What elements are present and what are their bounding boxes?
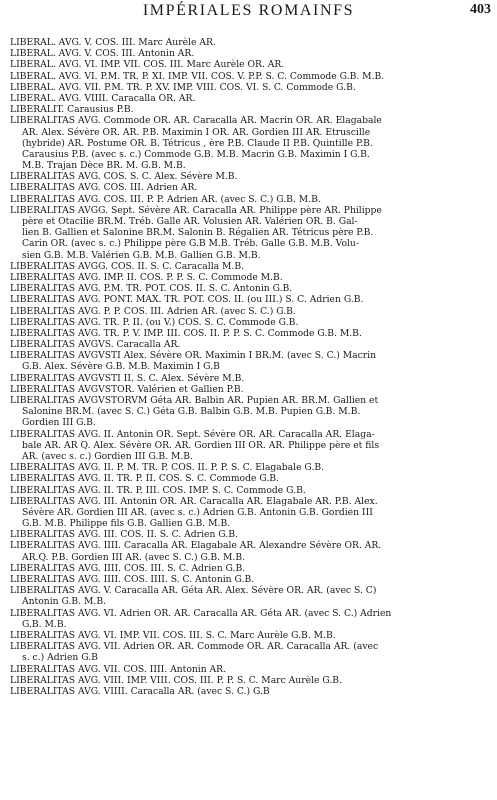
entry-line: LIBERAL. AVG. VIIII. Caracalla OR. AR. bbox=[10, 92, 196, 104]
entry-continuation-line: Carausius P.B. (avec s. c.) Commode G.B. M.B. Macrin G.B. Maximin I G.B. bbox=[22, 148, 370, 160]
entry-line: LIBERALITAS AVG. II. Antonin OR. Sept. Sévère OR. AR. Caracalla AR. Elaga- bbox=[10, 428, 375, 440]
catalogue-entries bbox=[0, 37, 497, 697]
entry-continuation-line: Antonin G.B. M.B. bbox=[22, 596, 106, 608]
entry-continuation-line: Carin OR. (avec s. c.) Philippe père G.B M.B. Tréb. Galle G.B. M.B. Volu- bbox=[22, 238, 359, 250]
entry-line: LIBERALITAS AVG. VIII. IMP. VIII. COS. III. P. P. S. C. Marc Aurèle G.B. bbox=[10, 674, 342, 686]
entry-line: LIBERALITAS AVG. PONT. MAX. TR. POT. COS. II. (ou III.) S. C. Adrien G.B. bbox=[10, 294, 364, 306]
entry-line: LIBERALITAS AVGVSTORVM Géta AR. Balbin AR. Pupien AR. BR.M. Gallien et bbox=[10, 395, 379, 406]
entry-line: LIBERAL. AVG. VI. P.M. TR. P. XI. IMP. VII. COS. V. P.P. S. C. Commode G.B. M.B. bbox=[10, 70, 385, 82]
entry-line: LIBERALITAS AVG. P. P. COS. III. Adrien AR. (avec S. C.) G.B. bbox=[10, 305, 296, 317]
entry-line: LIBERALIT. Carausius P.B. bbox=[10, 104, 134, 116]
entry-line: LIBERALITAS AVG. VI. Adrien OR. AR. Caracalla AR. Géta AR. (avec S. C.) Adrien bbox=[10, 607, 392, 619]
entry-line: LIBERALITAS AVGVS. Caracalla AR. bbox=[10, 339, 181, 351]
entry-continuation-line: AR.Q. P.B. Gordien III AR. (avec S. C.) G.B. M.B. bbox=[22, 551, 245, 563]
entry-line: LIBERALITAS AVG. VII. Adrien OR. AR. Commode OR. AR. Caracalla AR. (avec bbox=[10, 641, 379, 653]
entry-line: LIBERALITAS AVG. IIII. COS. III. S. C. Adrien G.B. bbox=[10, 562, 246, 574]
entry-line: LIBERALITAS AVG. IMP. II. COS. P. P. S. C. Commode M.B. bbox=[10, 271, 283, 283]
entry-continuation-line: s. c.) Adrien G.B bbox=[22, 652, 98, 664]
entry-line: LIBERAL. AVG. V. COS. III. Antonin AR. bbox=[10, 48, 195, 60]
entry-continuation-line: bale AR. AR Q. Alex. Sévère OR. AR. Gordien III OR. AR. Philippe père et fils bbox=[22, 439, 380, 451]
entry-continuation-line: G.B. Alex. Sévère G.B. M.B. Maximin I G.B bbox=[22, 361, 220, 373]
entry-line: LIBERALITAS AVGVSTI II. S. C. Alex. Sévère M.B. bbox=[10, 372, 245, 384]
entry-line: LIBERALITAS AVG. VI. IMP. VII. COS. III. S. C. Marc Aurèle G.B. M.B. bbox=[10, 629, 336, 641]
entry-line: LIBERALITAS AVG. COS. S. C. Alex. Sévère M.B. bbox=[10, 171, 238, 183]
entry-continuation-line: père et Otacilie BR.M. Tréb. Galle AR. Volusien AR. Valérien OR. B. Gal- bbox=[22, 216, 358, 227]
entry-line: LIBERALITAS AVG. COS. III. P. P. Adrien AR. (avec S. C.) G.B. M.B. bbox=[10, 193, 321, 205]
running-title: IMPÉRIALES ROMAINFS bbox=[142, 2, 355, 19]
entry-continuation-line: G.B. M.B. bbox=[22, 618, 67, 630]
entry-continuation-line: M.B. Trajan Dèce BR. M. G.B. M.B. bbox=[22, 160, 186, 172]
entry-continuation-line: (hybride) AR. Postume OR. B. Tétricus , ère P.B. Claude II P.B. Quintille P.B. bbox=[22, 137, 373, 149]
entry-line: LIBERALITAS AVG. II. TR. P. III. COS. IMP. S. C. Commode G.B. bbox=[10, 484, 306, 496]
entry-line: LIBERALITAS AVGVSTI Alex. Sévère OR. Maximin I BR.M. (avec S. C.) Macrin bbox=[10, 350, 376, 362]
entry-line: LIBERAL. AVG. V. COS. III. Marc Aurèle AR. bbox=[10, 37, 216, 48]
entry-line: LIBERALITAS AVG. COS. III. Adrien AR. bbox=[10, 182, 198, 194]
entry-line: LIBERALITAS AVG. Commode OR. AR. Caracalla AR. Macrin OR. AR. Elagabale bbox=[10, 115, 382, 127]
running-head bbox=[0, 2, 497, 24]
entry-line: LIBERALITAS AVG. TR. P. II. (ou V.) COS. S. C. Commode G.B. bbox=[10, 316, 299, 328]
entry-continuation-line: Salonine BR.M. (avec S. C.) Géta G.B. Balbin G.B. M.B. Pupien G.B. M.B. bbox=[22, 406, 361, 418]
entry-line: LIBERALITAS AVG. P.M. TR. POT. COS. II. S. C. Antonin G.B. bbox=[10, 283, 293, 295]
page-number: 403 bbox=[470, 2, 491, 17]
entry-line: LIBERALITAS AVGG. COS. II. S. C. Caracalla M.B. bbox=[10, 260, 245, 272]
entry-line: LIBERALITAS AVG. IIII. COS. IIII. S. C. Antonin G.B. bbox=[10, 574, 255, 585]
entry-continuation-line: Sévère AR. Gordien III AR. (avec s. c.) Adrien G.B. Antonin G.B. Gordien III bbox=[22, 506, 373, 518]
entry-line: LIBERAL. AVG. VII. P.M. TR. P. XV. IMP. VIII. COS. VI. S. C. Commode G.B. bbox=[10, 81, 356, 93]
entry-line: LIBERALITAS AVGG. Sept. Sévère AR. Caracalla AR. Philippe père AR. Philippe bbox=[10, 204, 382, 216]
entry-continuation-line: lien B. Gallien et Salonine BR.M. Salonin B. Régalien AR. Tétricus père P.B. bbox=[22, 227, 374, 239]
entry-line: LIBERAL. AVG. VI. IMP. VII. COS. III. Marc Aurèle OR. AR. bbox=[10, 59, 285, 71]
entry-line: LIBERALITAS AVG. III. COS. II. S. C. Adrien G.B. bbox=[10, 529, 238, 541]
entry-line: LIBERALITAS AVG. V. Caracalla AR. Géta AR. Alex. Sévère OR. AR. (avec S. C) bbox=[10, 585, 377, 597]
entry-line: LIBERALITAS AVG. IIII. Caracalla AR. Elagabale AR. Alexandre Sévère OR. AR. bbox=[10, 540, 382, 552]
entry-line: LIBERALITAS AVG. TR. P. V. IMP. III. COS. II. P. P. S. C. Commode G.B. M.B. bbox=[10, 327, 362, 339]
entry-line: LIBERALITAS AVG. II. P. M. TR. P. COS. II. P. P. S. C. Elagabale G.B. bbox=[10, 462, 325, 474]
entry-continuation-line: G.B. M.B. Philippe fils G.B. Gallien G.B. M.B. bbox=[22, 518, 231, 530]
entry-continuation-line: AR. Alex. Sévère OR. AR. P.B. Maximin I OR. AR. Gordien III AR. Etruscille bbox=[22, 126, 371, 138]
entry-line: LIBERALITAS AVG. II. TR. P. II. COS. S. C. Commode G.B. bbox=[10, 473, 279, 485]
entry-line: LIBERALITAS AVGVSTOR. Valérien et Gallien P.B. bbox=[10, 383, 244, 395]
entry-continuation-line: sien G.B. M.B. Valérien G.B. M.B. Gallien G.B. M.B. bbox=[22, 249, 261, 261]
entry-line: LIBERALITAS AVG. III. Antonin OR. AR. Caracalla AR. Elagabale AR. P.B. Alex. bbox=[10, 495, 378, 507]
entry-line: LIBERALITAS AVG. VIIII. Caracalla AR. (avec S. C.) G.B bbox=[10, 685, 270, 697]
entry-continuation-line: AR. (avec s. c.) Gordien III G.B. M.B. bbox=[22, 450, 193, 462]
entry-line: LIBERALITAS AVG. VII. COS. IIII. Antonin AR. bbox=[10, 663, 227, 675]
entry-continuation-line: Gordien III G.B. bbox=[22, 417, 96, 429]
